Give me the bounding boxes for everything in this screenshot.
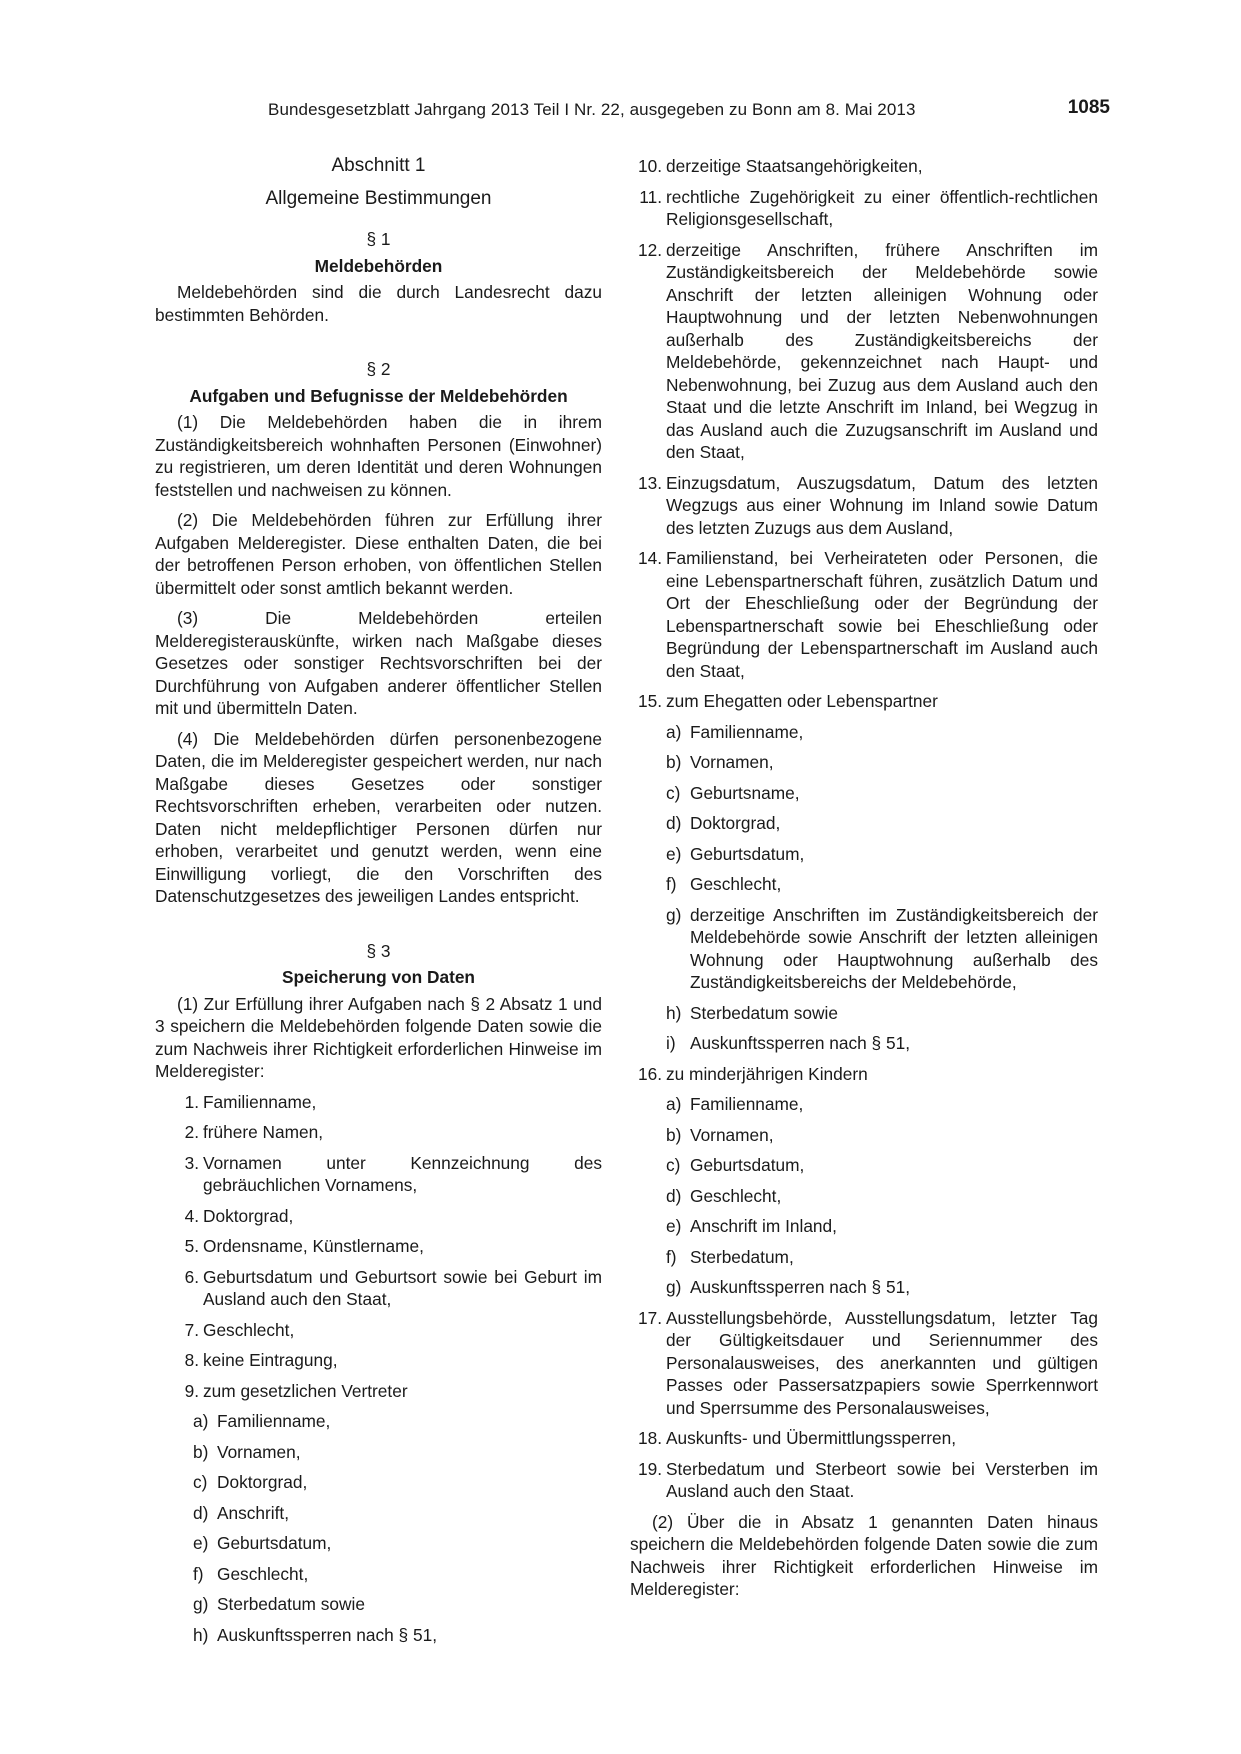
paragraph-title-2: Aufgaben und Befugnisse der Meldebehörden — [189, 385, 568, 406]
sub-list-item: b) Vornamen, — [666, 1124, 774, 1145]
sub-list-item: e) Geburtsdatum, — [666, 843, 805, 864]
sub-list-item: d) Geschlecht, — [666, 1185, 782, 1206]
sub-list-item: a) Familienname, — [193, 1411, 331, 1431]
sub-list-item: b) Vornamen, — [666, 752, 774, 772]
sub-list-item: f) Geschlecht, — [666, 874, 782, 894]
list-item: 18. Auskunfts- und Übermittlungssperren, — [637, 1428, 957, 1448]
paragraph-sign-2: § 2 — [366, 359, 391, 379]
paragraph-sign-3: § 3 — [366, 940, 391, 961]
sub-list-item: g) derzeitige Anschriften im Zuständigkeitsbereich der Meldebehörde sowie Anschrift der letzten alleinigen Wohnung oder Hauptwohnung außerhalb des Zuständigkeitsbereichs der Meldebehörde, — [666, 904, 1098, 992]
right-column — [630, 155, 1098, 1609]
gazette-header: Bundesgesetzblatt Jahrgang 2013 Teil I Nr. 22, ausgegeben zu Bonn am 8. Mai 2013 — [268, 100, 916, 119]
sub-list-item: d) Anschrift, — [193, 1502, 290, 1523]
sub-list-item: g) Auskunftssperren nach § 51, — [666, 1277, 910, 1297]
list-item: 3. Vornamen unter Kennzeichnung des gebräuchlichen Vornamens, — [184, 1152, 602, 1195]
list-item: 7. Geschlecht, — [184, 1319, 295, 1340]
list-item: 15. zum Ehegatten oder Lebenspartner — [637, 691, 938, 711]
list-item: 17. Ausstellungsbehörde, Ausstellungsdatum, letzter Tag der Gültigkeitsdauer und Seriennummer des Personalausweises, des anerkannten und gültigen Passes oder Passersatzpapiers sowie Sperrkennwort und Sperrsumme des Personalausweises, — [637, 1307, 1098, 1418]
list-item: 14. Familienstand, bei Verheirateten oder Personen, die eine Lebenspartnerschaft führen, zusätzlich Datum und Ort der Eheschließung oder der Begründung der Lebenspartnerschaft sowie bei Eheschließung oder Begründung der Lebenspartnerschaft im Ausland auch den Staat, — [637, 548, 1098, 681]
sub-list-item: d) Doktorgrad, — [666, 813, 781, 833]
list-item: 9. zum gesetzlichen Vertreter — [184, 1380, 408, 1401]
sub-list-item: e) Geburtsdatum, — [193, 1533, 332, 1553]
sub-list-item: i) Auskunftssperren nach § 51, — [666, 1033, 910, 1053]
paragraph-2-abs-2: (2) Die Meldebehörden führen zur Erfüllung ihrer Aufgaben Melderegister. Diese enthalten Daten, die bei der betroffenen Person erhoben, von öffentlichen Stellen übermittelt oder sonst amtlich bekannt werden. — [155, 510, 602, 598]
list-item: 6. Geburtsdatum und Geburtsort sowie bei Geburt im Ausland auch den Staat, — [184, 1266, 602, 1309]
sub-list-item: a) Familienname, — [666, 721, 804, 742]
page-header — [130, 97, 1110, 130]
left-column — [155, 155, 602, 1654]
list-item: 16. zu minderjährigen Kindern — [637, 1063, 868, 1084]
sub-list-item: c) Geburtsdatum, — [666, 1155, 805, 1175]
sub-list-item: c) Geburtsname, — [666, 782, 800, 803]
paragraph-title-1: Meldebehörden — [314, 255, 443, 276]
paragraph-2-abs-3: (3) Die Meldebehörden erteilen Melderegisterauskünfte, wirken nach Maßgabe dieses Gesetzes oder sonstiger Rechtsvorschriften bei der Durchführung von Aufgaben anderer öffentlicher Stellen mit und übermitteln Daten. — [155, 608, 602, 718]
paragraph-sign-1: § 1 — [366, 229, 391, 249]
sub-list-item: h) Sterbedatum sowie — [666, 1002, 838, 1023]
sub-list-item: c) Doktorgrad, — [193, 1472, 308, 1492]
list-item: 10. derzeitige Staatsangehörigkeiten, — [637, 156, 923, 176]
list-item: 13. Einzugsdatum, Auszugsdatum, Datum des letzten Wegzugs aus einer Wohnung im Inland sowie Datum des letzten Zuzugs aus dem Ausland, — [637, 472, 1098, 538]
sub-list-item: b) Vornamen, — [193, 1441, 301, 1462]
sub-list-item: f) Sterbedatum, — [666, 1246, 794, 1267]
sub-list-item: e) Anschrift im Inland, — [666, 1216, 837, 1236]
paragraph-3-abs-1: (1) Zur Erfüllung ihrer Aufgaben nach § 2 Absatz 1 und 3 speichern die Meldebehörden folgende Daten sowie die zum Nachweis ihrer Richtigkeit erforderlichen Hinweise im Melderegister: — [155, 993, 602, 1081]
section-title: Allgemeine Bestimmungen — [265, 187, 492, 209]
sub-list-item: f) Geschlecht, — [193, 1563, 309, 1584]
sub-list-item: a) Familienname, — [666, 1094, 804, 1114]
sub-list-item: h) Auskunftssperren nach § 51, — [193, 1624, 437, 1645]
list-item: 2. frühere Namen, — [184, 1122, 324, 1142]
page-number: 1085 — [1067, 97, 1110, 118]
list-item: 19. Sterbedatum und Sterbeort sowie bei Versterben im Ausland auch den Staat. — [637, 1458, 1098, 1501]
paragraph-2-abs-1: (1) Die Meldebehörden haben die in ihrem Zuständigkeitsbereich wohnhaften Personen (Einwohner) zu registrieren, um deren Identität und deren Wohnungen feststellen und nachweisen zu können. — [155, 412, 602, 500]
list-item: 5. Ordensname, Künstlername, — [184, 1236, 424, 1256]
paragraph-title-3: Speicherung von Daten — [281, 967, 475, 987]
paragraph-1-text: Meldebehörden sind die durch Landesrecht dazu bestimmten Behörden. — [155, 282, 602, 325]
paragraph-2-abs-4: (4) Die Meldebehörden dürfen personenbezogene Daten, die im Melderegister gespeichert werden, nur nach Maßgabe dieses Gesetzes oder sonstiger Rechtsvorschriften erheben, verarbeiten oder nutzen. Daten nicht meldepflichtiger Personen dürfen nur erhoben, verarbeitet und genutzt werden, wenn eine Einwilligung vorliegt, die den Vorschriften des Datenschutzgesetzes des jeweiligen Landes entspricht. — [155, 728, 602, 906]
sub-list-item: g) Sterbedatum sowie — [193, 1594, 365, 1614]
list-item: 1. Familienname, — [184, 1091, 317, 1112]
list-item: 4. Doktorgrad, — [184, 1205, 294, 1226]
list-item: 8. keine Eintragung, — [184, 1350, 338, 1370]
paragraph-3-abs-2: (2) Über die in Absatz 1 genannten Daten hinaus speichern die Meldebehörden folgende Daten sowie die zum Nachweis ihrer Richtigkeit erforderlichen Hinweise im Melderegister: — [630, 1511, 1098, 1599]
list-item: 11. rechtliche Zugehörigkeit zu einer öffentlich-rechtlichen Religionsgesellschaft, — [639, 186, 1098, 229]
section-label: Abschnitt 1 — [331, 155, 426, 176]
list-item: 12. derzeitige Anschriften, frühere Anschriften im Zuständigkeitsbereich der Meldebehörde sowie Anschrift der letzten alleinigen Wohnung oder Hauptwohnung und der letzten Nebenwohnungen außerhalb des Zuständigkeitsbereichs der Meldebehörde, gekennzeichnet nach Haupt- und Nebenwohnung, bei Zuzug aus dem Ausland auch den Staat und die letzte Anschrift im Inland, bei Wegzug in das Ausland auch die Zuzugsanschrift im Ausland und den Staat, — [637, 239, 1098, 462]
